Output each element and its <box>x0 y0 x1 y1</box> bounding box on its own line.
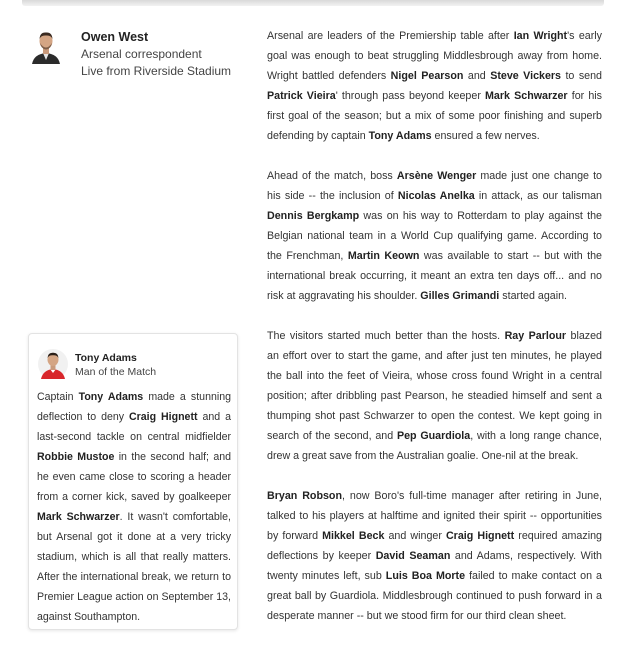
player-name-mention: Mark Schwarzer <box>37 511 120 523</box>
player-name-mention: Tony Adams <box>368 130 432 142</box>
player-name: Tony Adams <box>75 352 137 364</box>
report-paragraph: Arsenal are leaders of the Premiership table after Ian Wright's early goal was enough to beat struggling Middlesbrough away from home. Wright battled defenders Nigel Pearson and Steve Vickers to send Patrick Vieira' through pass beyond keeper Mark Schwarzer for his first goal of the season; but a mix of some poor finishing and superb defending by captain Tony Adams ensured a few nerves. <box>267 30 603 142</box>
author-block <box>28 30 243 90</box>
player-name-mention: Steve Vickers <box>490 70 561 82</box>
author-avatar-icon <box>30 30 62 64</box>
player-name-mention: Craig Hignett <box>445 530 515 542</box>
player-name-mention: Pep Guardiola <box>396 430 471 442</box>
player-name-mention: Nigel Pearson <box>390 70 464 82</box>
player-avatar-icon <box>38 349 68 379</box>
player-name-mention: Ray Parlour <box>504 330 567 342</box>
player-name-mention: Martin Keown <box>347 250 420 262</box>
report-paragraph: Ahead of the match, boss Arsène Wenger made just one change to his side -- the inclusion of Nicolas Anelka in attack, as our talisman Dennis Bergkamp was on his way to Rotterdam to play against the Belgian national team in a World Cup qualifying game. According to the Frenchman, Martin Keown was available to start -- but with the international break occurring, it meant an extra ten days off... and no risk at aggravating his shoulder. Gilles Grimandi started again. <box>267 170 603 302</box>
report-paragraph: The visitors started much better than the hosts. Ray Parlour blazed an effort over to start the game, and after just ten minutes, he played the ball into the feet of Vieira, whose cross found Wright in a central position; after dribbling past Pearson, he steadied himself and sent a thumping shot past Schwarzer to open the contest. We kept going in search of the second, and Pep Guardiola, with a long range chance, drew a great save from the Australian goalie. One-nil at the break. <box>267 330 603 462</box>
player-name-mention: Nicolas Anelka <box>397 190 475 202</box>
player-name-mention: David Seaman <box>375 550 451 562</box>
author-name: Owen West <box>81 30 149 44</box>
player-summary: Captain Tony Adams made a stunning deflection to deny Craig Hignett and a last-second tackle on central midfielder Robbie Mustoe in the second half; and he even came close to scoring a header from a corner kick, saved by goalkeeper Mark Schwarzer. It wasn't comfortable, but Arsenal got it done at a very tricky stadium, which is all that really matters. After the international break, we return to Premier League action on September 13, against Southampton. <box>37 391 231 623</box>
report-paragraph: Bryan Robson, now Boro's full-time manager after retiring in June, talked to his players at halftime and ignited their spirit -- opportunities by forward Mikkel Beck and winger Craig Hignett required amazing deflections by keeper David Seaman and Adams, respectively. With twenty minutes left, sub Luis Boa Morte failed to make contact on a great ball by Guardiola. Middlesbrough continued to push forward in a desperate manner -- but we stood firm for our third clean sheet. <box>267 490 602 622</box>
player-name-mention: Bryan Robson <box>267 490 342 502</box>
player-title: Man of the Match <box>75 366 157 378</box>
player-name-mention: Luis Boa Morte <box>385 570 466 582</box>
match-report <box>267 26 602 626</box>
player-name-mention: Dennis Bergkamp <box>267 210 360 222</box>
top-divider <box>22 0 604 6</box>
player-name-mention: Tony Adams <box>78 391 144 403</box>
player-name-mention: Craig Hignett <box>129 411 198 423</box>
player-name-mention: Mark Schwarzer <box>485 90 568 102</box>
player-name-mention: Gilles Grimandi <box>420 290 500 302</box>
player-name-mention: Mikkel Beck <box>322 530 385 542</box>
author-location: Live from Riverside Stadium <box>81 64 232 78</box>
author-role: Arsenal correspondent <box>81 47 202 61</box>
player-name-mention: Arsène Wenger <box>396 170 477 182</box>
player-name-mention: Patrick Vieira <box>267 90 336 102</box>
man-of-the-match-card <box>28 333 238 630</box>
player-name-mention: Robbie Mustoe <box>37 451 115 463</box>
player-name-mention: Ian Wright <box>513 30 568 42</box>
